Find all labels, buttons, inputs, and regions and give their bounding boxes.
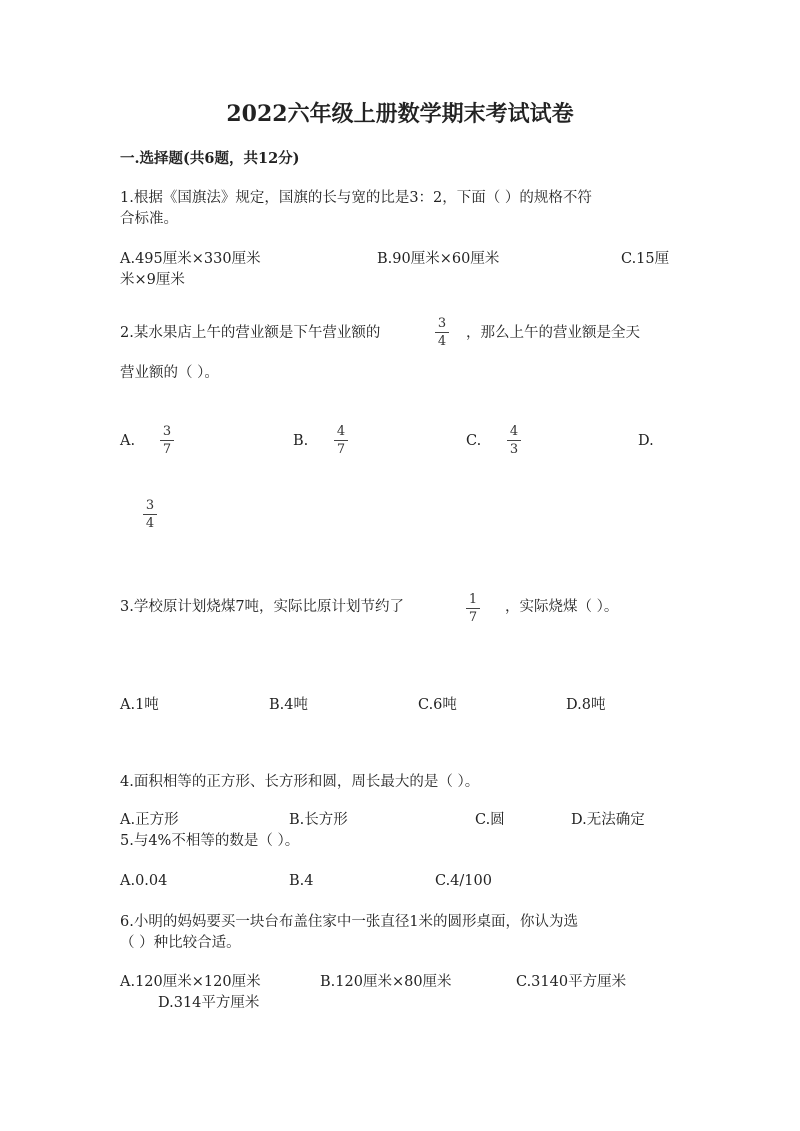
question-3-text-post: ，实际烧煤（ ）。 — [505, 599, 619, 615]
question-2-option-a: A. — [120, 433, 136, 449]
question-6-option-c: C.3140平方厘米 — [516, 974, 627, 990]
section-heading: 一.选择题(共6题，共12分) — [120, 150, 300, 167]
question-6-option-d: D.314平方厘米 — [158, 995, 260, 1011]
question-4-option-c: C.圆 — [475, 812, 505, 828]
question-2-option-c-fraction: 4 3 — [505, 424, 523, 457]
question-4-option-a: A.正方形 — [120, 812, 179, 828]
question-2-option-c: C. — [466, 433, 482, 449]
question-6-option-a: A.120厘米×120厘米 — [120, 974, 261, 990]
question-2-option-d-fraction: 3 4 — [141, 498, 159, 531]
question-3-option-d: D.8吨 — [566, 697, 606, 713]
question-3-fraction: 1 7 — [464, 592, 482, 625]
question-5-option-c: C.4/100 — [435, 873, 492, 889]
question-5-option-a: A.0.04 — [120, 873, 168, 889]
question-2-option-b: B. — [293, 433, 309, 449]
question-2-text: 2.某水果店上午的营业额是下午营业额的 — [120, 325, 381, 341]
question-4-option-d: D.无法确定 — [571, 812, 645, 828]
question-5-text: 5.与4%不相等的数是（ ）。 — [120, 833, 300, 849]
question-1-option-c: C.15厘 — [621, 251, 670, 267]
question-2-text-post: ，那么上午的营业额是全天 — [466, 325, 640, 341]
question-1-option-b: B.90厘米×60厘米 — [377, 251, 500, 267]
question-2-option-a-fraction: 3 7 — [158, 424, 176, 457]
question-6-option-b: B.120厘米×80厘米 — [320, 974, 452, 990]
question-5-option-b: B.4 — [289, 873, 314, 889]
question-3-option-b: B.4吨 — [269, 697, 308, 713]
question-4-text: 4.面积相等的正方形、长方形和圆，周长最大的是（ ）。 — [120, 774, 480, 790]
question-2-option-b-fraction: 4 7 — [332, 424, 350, 457]
question-3-option-a: A.1吨 — [120, 697, 159, 713]
question-6-text: 6.小明的妈妈要买一块台布盖住家中一张直径1米的圆形桌面，你认为选 — [120, 914, 579, 930]
question-2-fraction: 3 4 — [433, 316, 451, 349]
question-1-text-cont: 合标准。 — [120, 211, 178, 227]
question-1-text: 1.根据《国旗法》规定，国旗的长与宽的比是3：2，下面（ ）的规格不符 — [120, 190, 592, 206]
question-2-text-cont: 营业额的（ ）。 — [120, 365, 219, 381]
question-2-option-d: D. — [638, 433, 654, 449]
page-title: 2022六年级上册数学期末考试试卷 — [226, 101, 574, 127]
question-4-option-b: B.长方形 — [289, 812, 348, 828]
question-3-option-c: C.6吨 — [418, 697, 457, 713]
question-6-text-cont: （ ）种比较合适。 — [120, 935, 241, 951]
question-1-option-a: A.495厘米×330厘米 — [120, 251, 261, 267]
question-3-text: 3.学校原计划烧煤7吨，实际比原计划节约了 — [120, 599, 405, 615]
question-1-option-c-cont: 米×9厘米 — [120, 272, 185, 288]
